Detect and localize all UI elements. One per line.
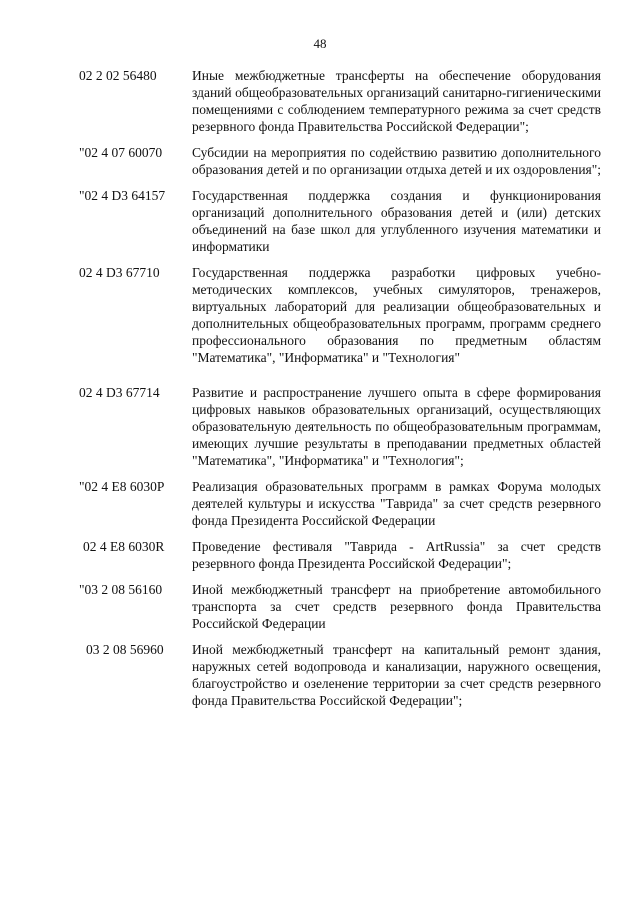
budget-code: "02 4 E8 6030P: [79, 479, 165, 494]
budget-code: 02 4 D3 67714: [79, 385, 160, 400]
budget-code: 02 4 E8 6030R: [83, 539, 165, 554]
list-item: [79, 187, 601, 255]
list-item: [79, 144, 601, 178]
list-item: [79, 581, 601, 632]
budget-description: Иные межбюджетные трансферты на обеспечение оборудования зданий общеобразовательных организаций санитарно-гигиеническими помещениями с соблюдением температурного режима за счет средств резервного фонда Правительства Российской Федерации";: [192, 68, 601, 134]
list-item: [79, 538, 601, 572]
budget-description: Субсидии на мероприятия по содействию развитию дополнительного образования детей и по организации отдыха детей и их оздоровления";: [192, 145, 602, 177]
list-item: [79, 67, 601, 135]
page-number: 48: [313, 36, 327, 51]
list-item: [79, 478, 601, 529]
budget-description: Иной межбюджетный трансферт на приобретение автомобильного транспорта за счет средств резервного фонда Правительства Российской Федерации: [192, 582, 601, 631]
budget-description: Государственная поддержка создания и функционирования организаций дополнительного образования детей и (или) детских объединений на базе школ для углубленного изучения математики и информатики: [192, 188, 601, 254]
list-item: [79, 641, 601, 709]
budget-code: "03 2 08 56160: [79, 582, 163, 597]
list-item: [79, 264, 601, 366]
budget-code-list: [79, 67, 601, 709]
budget-code: 03 2 08 56960: [86, 642, 164, 657]
budget-description: Развитие и распространение лучшего опыта в сфере формирования цифровых навыков образовательных организаций, осуществляющих образовательную деятельность по общеобразовательным программам, имеющих лучшие результаты в преподавании предметных областей "Математика", "Информатика" и "Технология";: [192, 385, 601, 468]
list-item: [79, 384, 601, 469]
budget-code: "02 4 07 60070: [79, 145, 163, 160]
budget-code: 02 2 02 56480: [79, 68, 157, 83]
budget-code: "02 4 D3 64157: [79, 188, 166, 203]
budget-description: Иной межбюджетный трансферт на капитальный ремонт здания, наружных сетей водопровода и канализации, наружного освещения, благоустройство и озеленение территории за счет средств резервного фонда Правительства Российской Федерации";: [192, 642, 601, 708]
budget-code: 02 4 D3 67710: [79, 265, 160, 280]
budget-description: Реализация образовательных программ в рамках Форума молодых деятелей культуры и искусства "Таврида" за счет средств резервного фонда Президента Российской Федерации: [192, 479, 601, 528]
budget-description: Государственная поддержка разработки цифровых учебно-методических комплексов, учебных симуляторов, тренажеров, виртуальных лабораторий для реализации общеобразовательных и дополнительных общеобразовательных программ, программ среднего профессионального образования по предметным областям "Математика", "Информатика" и "Технология": [192, 265, 601, 365]
budget-description: Проведение фестиваля "Таврида - ArtRussia" за счет средств резервного фонда Президента Российской Федерации";: [192, 539, 601, 571]
